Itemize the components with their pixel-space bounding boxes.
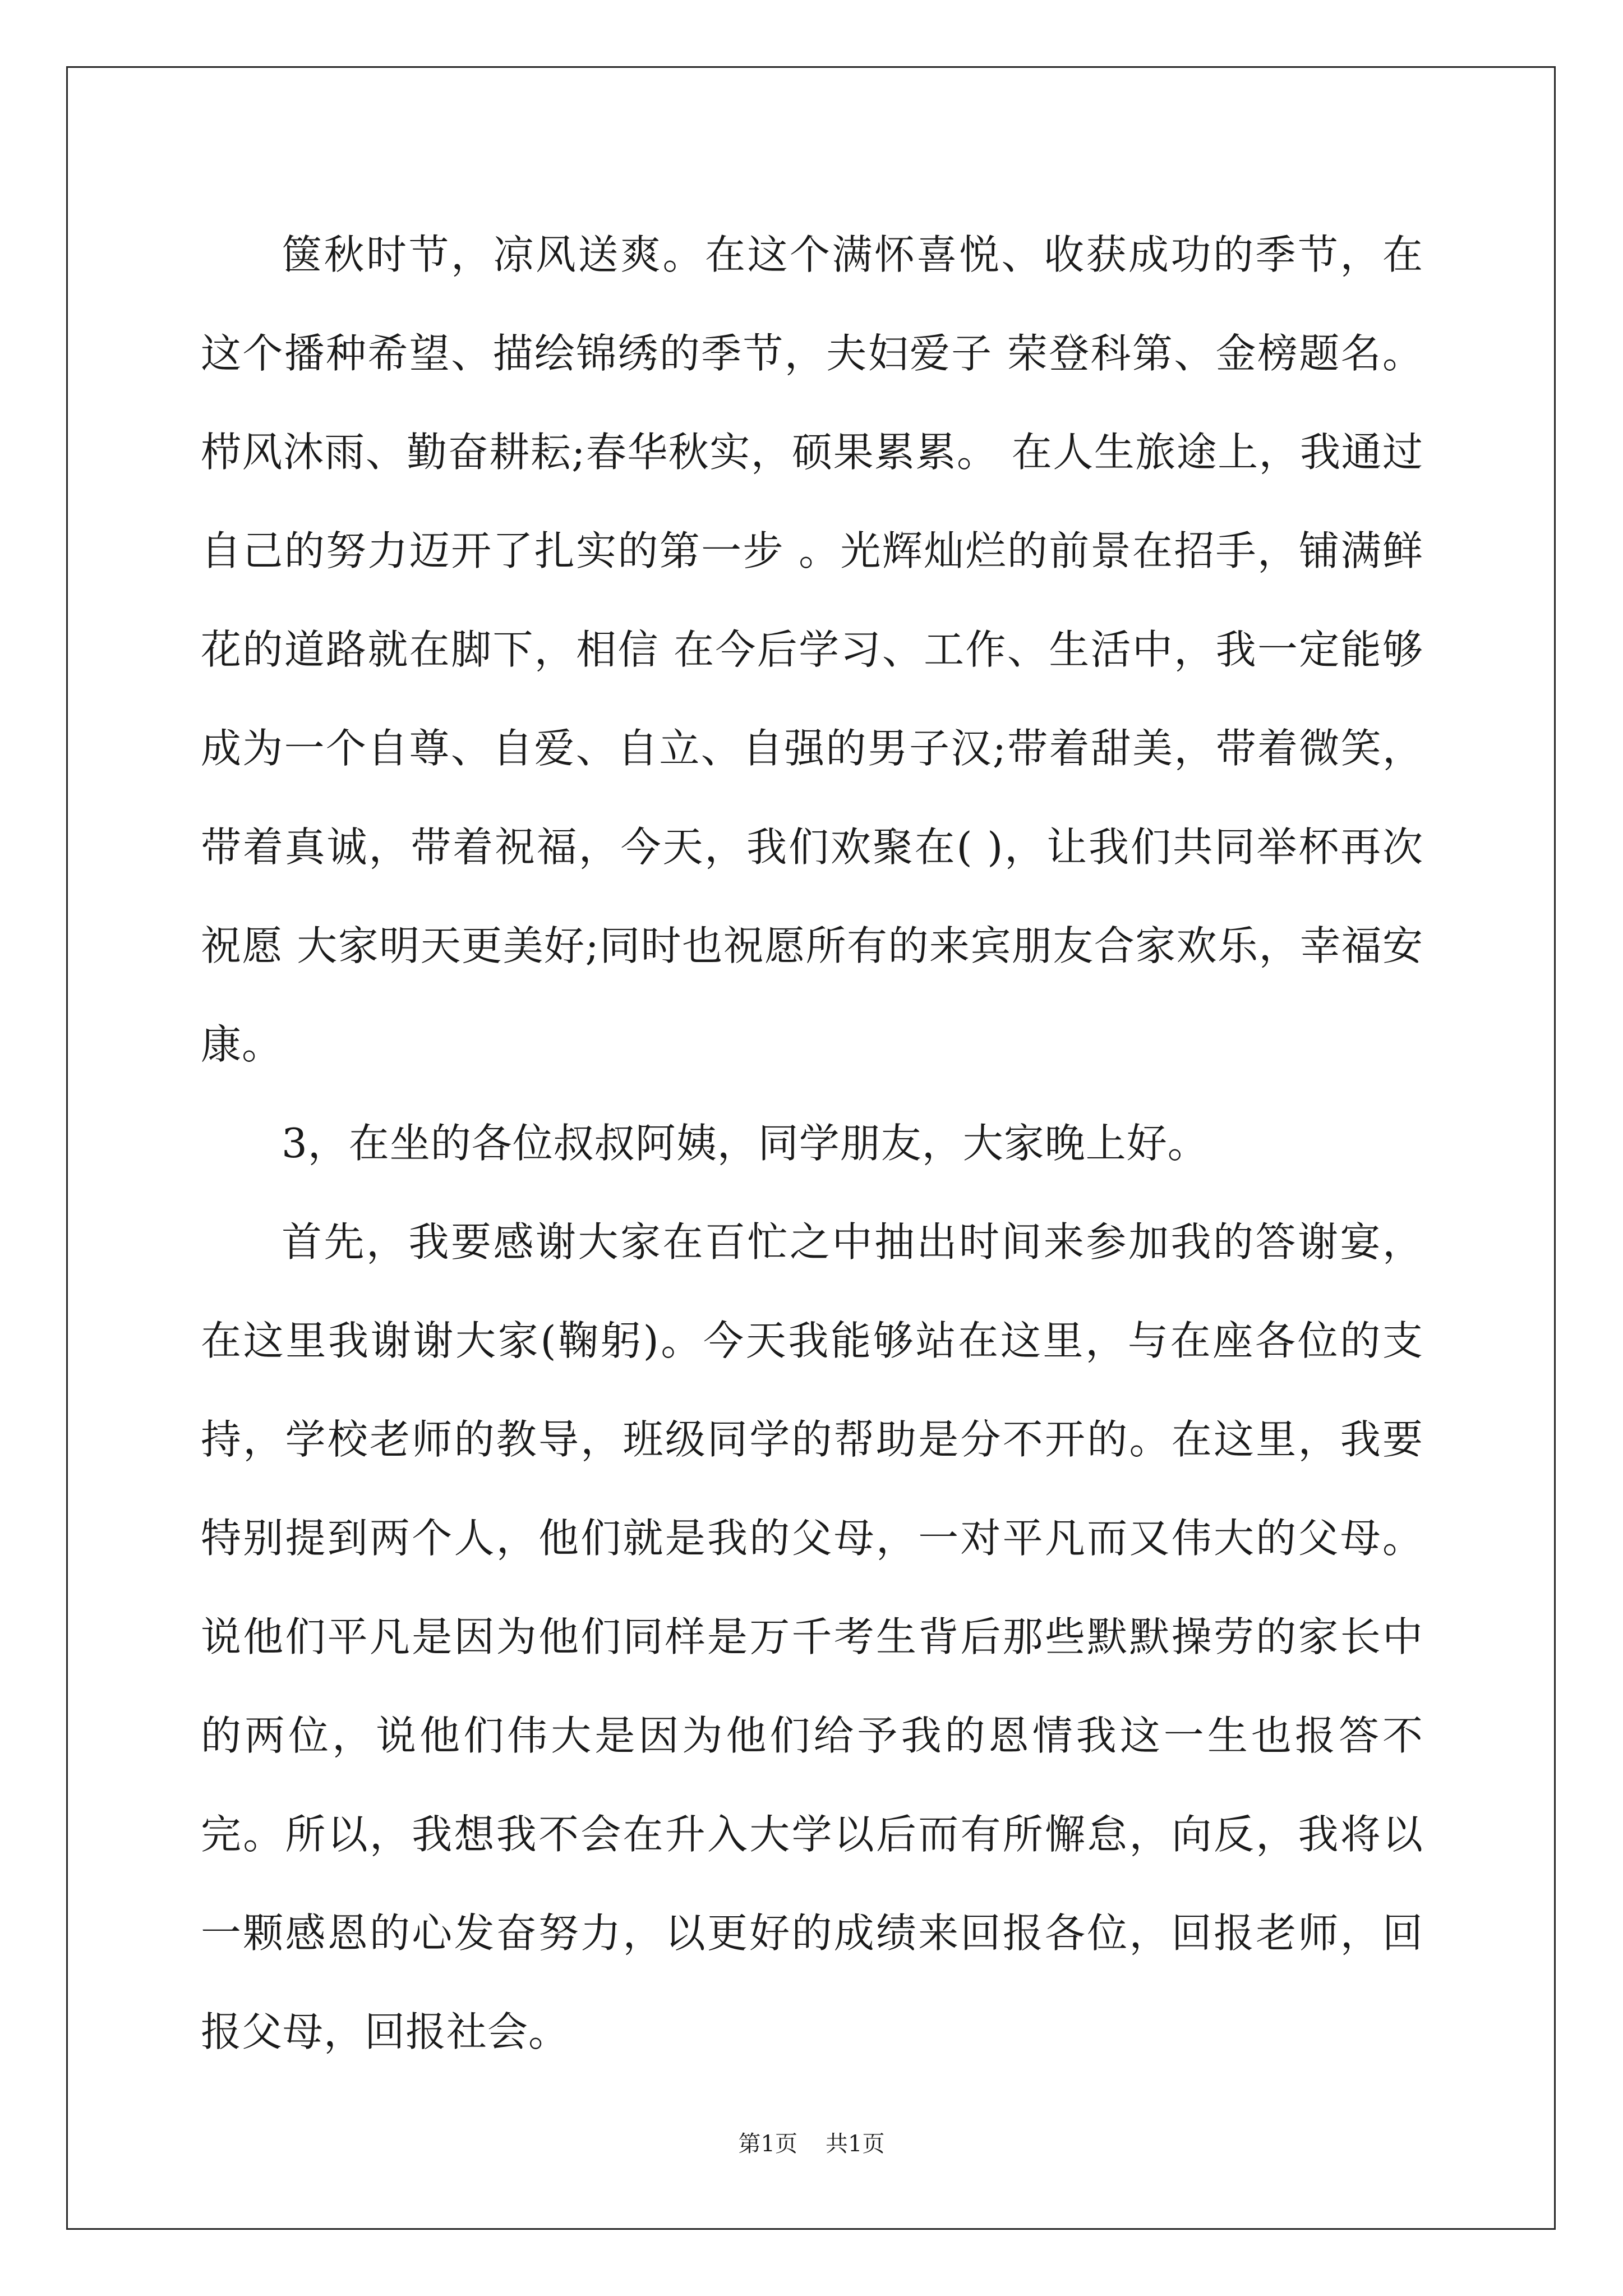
paragraph-3: 首先，我要感谢大家在百忙之中抽出时间来参加我的答谢宴，在这里我谢谢大家(鞠躬)。今天我能够站在这里，与在座各位的支持，学校老师的教导，班级同学的帮助是分不开的。在这里，我要特别提到两个人，他们就是我的父母，一对平凡而又伟大的父母。说他们平凡是因为他们同样是万千考生背后那些默默操劳的家长中的两位，说他们伟大是因为他们给予我的恩情我这一生也报答不完。所以，我想我不会在升入大学以后而有所懈怠，向反，我将以一颗感恩的心发奋努力，以更好的成绩来回报各位，回报老师，回报父母，回报社会。 bbox=[201, 1218, 1423, 2055]
document-body bbox=[201, 205, 1423, 2081]
paragraph-1: 箧秋时节，凉风送爽。在这个满怀喜悦、收获成功的季节，在这个播种希望、描绘锦绣的季节，夫妇爱子 荣登科第、金榜题名。栉风沐雨、勤奋耕耘;春华秋实，硕果累累。 在人生旅途上，我通过自己的努力迈开了扎实的第一步 。光辉灿烂的前景在招手，铺满鲜花的道路就在脚下，相信 在今后学习、工作、生活中，我一定能够成为一个自尊、自爱、自立、自强的男子汉;带着甜美，带着微笑，带着真诚，带着祝福，今天，我们欢聚在( )，让我们共同举杯再次祝愿 大家明天更美好;同时也祝愿所有的来宾朋友合家欢乐，幸福安康。 bbox=[201, 231, 1423, 1068]
page-footer bbox=[0, 2126, 1623, 2158]
page-number-current: 第1页 bbox=[738, 2131, 797, 2157]
page-number-total: 共1页 bbox=[826, 2131, 885, 2157]
paragraph-2: 3，在坐的各位叔叔阿姨，同学朋友，大家晚上好。 bbox=[282, 1120, 1209, 1167]
